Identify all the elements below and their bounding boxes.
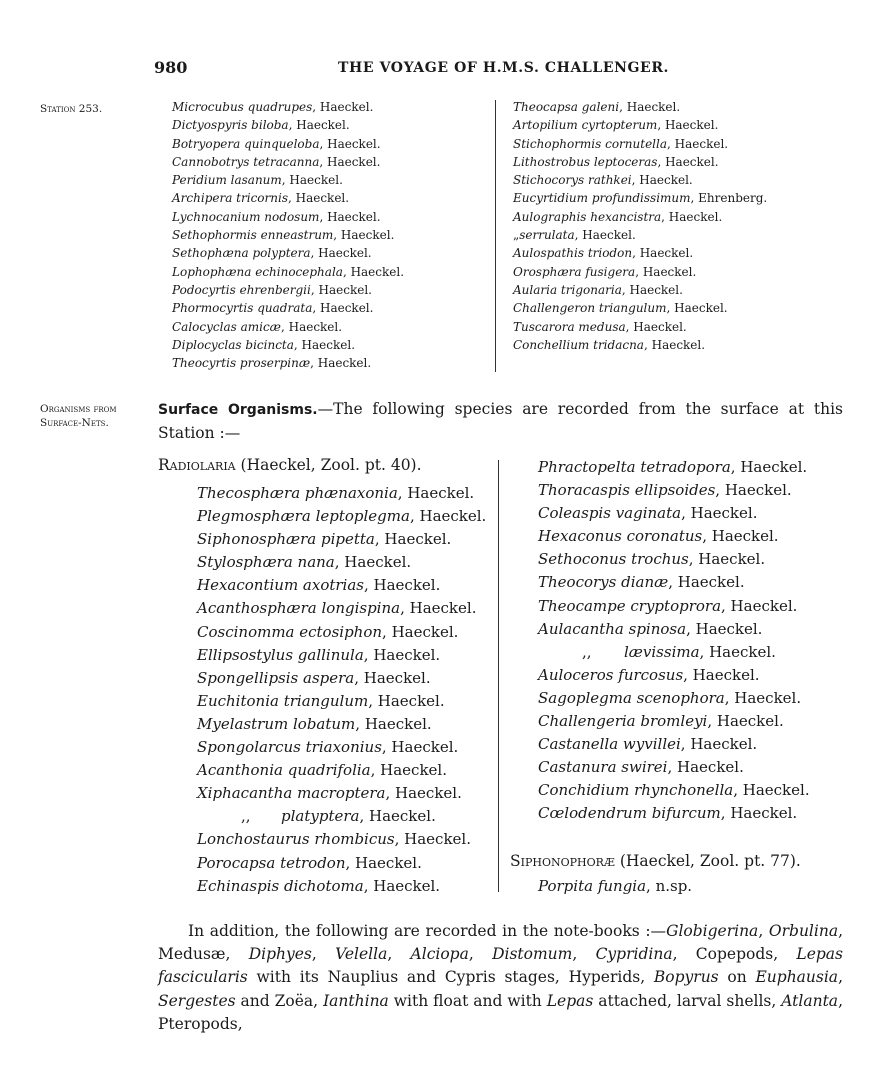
species-entry (197, 736, 486, 759)
italic-term: Distomum (492, 945, 573, 964)
species-authority: , Haeckel. (661, 209, 723, 224)
species-authority: , Haeckel. (333, 228, 395, 243)
species-authority: , Haeckel. (310, 356, 372, 371)
species-entry (538, 779, 810, 802)
species-authority: , Haeckel. (334, 553, 412, 572)
species-authority: , Haeckel. (721, 596, 798, 615)
radiolaria-list-right (538, 456, 810, 826)
species-entry (197, 597, 486, 620)
species-name: Auloceros furcosus (538, 665, 684, 684)
species-authority: , n.sp. (646, 877, 693, 895)
italic-term: Sergestes (158, 991, 236, 1010)
species-name: Conchidium rhynchonella (538, 781, 734, 800)
text-run: with its Nauplius and Cypris stages, Hyperids, (247, 968, 654, 987)
species-entry (513, 318, 767, 336)
species-entry (172, 171, 404, 189)
species-entry (172, 281, 404, 299)
italic-term: Cypridina (595, 945, 673, 964)
ditto-mark: ,, (241, 807, 251, 826)
species-name: Thecosphæra phænaxonia (197, 484, 398, 502)
species-name: Challengeria bromleyi (538, 712, 708, 731)
species-name: Sethophormis enneastrum (172, 228, 334, 243)
text-run: on (718, 968, 756, 987)
species-name: Botryopera quinqueloba (172, 136, 320, 151)
species-entry (513, 171, 767, 189)
species-authority: , Haeckel. (666, 301, 728, 316)
species-authority: , Haeckel. (288, 118, 350, 133)
surface-intro-text: —The following species are recorded from the surface at this Station :— (158, 400, 843, 442)
species-name: Plegmosphæra leptoplegma (197, 507, 410, 526)
species-entry (513, 244, 767, 262)
species-authority: , Haeckel. (342, 264, 405, 279)
species-authority: , Haeckel. (621, 282, 683, 297)
species-authority: , Haeckel. (702, 527, 779, 546)
species-name: Archipera tricornis (172, 191, 288, 206)
species-authority: , Haeckel. (370, 761, 447, 780)
species-name: Thoracaspis ellipsoides (538, 481, 716, 500)
species-entry (538, 571, 810, 594)
species-name: Calocyclas amicæ (172, 319, 281, 334)
species-authority: , Haeckel. (632, 246, 694, 261)
text-run: , Pteropods, (158, 991, 843, 1033)
text-run: and Zoëa, (235, 991, 324, 1010)
siphonophorae-label: Siphonophoræ (510, 852, 615, 870)
species-name: Myelastrum lobatum (197, 714, 356, 733)
siphonophorae-heading (510, 852, 801, 870)
species-entry (538, 802, 810, 825)
text-run: , (311, 945, 336, 964)
species-authority: , Haeckel. (688, 550, 766, 569)
species-authority: , Haeckel. (686, 619, 763, 638)
species-entry (197, 667, 486, 690)
text-run: , (468, 945, 493, 964)
side-label-line: Surface-Nets. (40, 417, 109, 429)
species-entry (197, 690, 486, 713)
species-name: Spongolarcus triaxonius (197, 738, 382, 757)
text-run: , (758, 922, 769, 940)
species-entry (197, 528, 486, 551)
species-authority: , Haeckel. (707, 712, 784, 731)
surface-intro (158, 398, 843, 445)
species-entry (538, 664, 810, 687)
species-authority: , Haeckel. (635, 264, 697, 279)
page-number: 980 (154, 58, 188, 77)
species-entry (513, 263, 767, 281)
species-name: Aulacantha spinosa (538, 619, 687, 638)
species-authority: , Haeckel. (715, 481, 792, 500)
species-name: Siphonosphæra pipetta (197, 530, 375, 549)
species-name: Castanura swirei (538, 758, 668, 777)
species-name: Dictyospyris biloba (172, 118, 289, 133)
species-entry (197, 759, 486, 782)
species-name: Hexacontium axotrias (197, 576, 364, 595)
species-entry (172, 135, 404, 153)
surface-side-label (40, 402, 117, 430)
species-name: Eucyrtidium profundissimum (513, 191, 691, 206)
species-name: Theocorys dianæ (538, 573, 669, 592)
species-entry (513, 208, 767, 226)
species-name: Hexaconus coronatus (538, 527, 703, 546)
species-name: Artopilium cyrtopterum (513, 118, 658, 133)
species-authority: , Haeckel. (409, 507, 487, 526)
species-authority: , Haeckel. (368, 691, 445, 710)
species-authority: , Haeckel. (363, 645, 441, 664)
species-entry (172, 153, 404, 171)
radiolaria-heading (158, 456, 422, 474)
species-authority: , Haeckel. (312, 301, 374, 316)
italic-term: Orbulina (768, 922, 839, 940)
species-entry (172, 98, 404, 116)
species-authority: , Haeckel. (681, 504, 758, 523)
species-authority: , Haeckel. (363, 876, 441, 895)
species-name: Sagoplegma scenophora (538, 688, 725, 707)
text-run: with float and with (388, 991, 547, 1010)
text-run: attached, larval shells, (593, 991, 782, 1010)
species-name: Porpita fungia (538, 877, 647, 895)
species-entry (197, 551, 486, 574)
species-entry (197, 805, 486, 828)
species-authority: , Haeckel. (619, 100, 681, 114)
species-name: Acanthonia quadrifolia (197, 761, 371, 780)
species-entry (538, 756, 810, 779)
species-entry (538, 595, 810, 618)
species-name: Conchellium tridacna (513, 337, 644, 352)
species-entry (197, 782, 486, 805)
species-entry (172, 318, 404, 336)
species-name: Phractopelta tetradopora (538, 458, 731, 476)
species-entry (197, 875, 486, 898)
species-entry (538, 502, 810, 525)
species-name: Lonchostaurus rhombicus (197, 830, 395, 849)
species-name: Tuscarora medusa (513, 319, 626, 334)
species-authority: , Haeckel. (668, 573, 745, 592)
species-name: Peridium lasanum (172, 173, 282, 188)
species-authority: , Haeckel. (394, 830, 471, 849)
species-entry (538, 479, 810, 502)
surface-title: Surface Organisms. (158, 402, 318, 418)
species-name: Stylosphæra nana (197, 553, 335, 572)
species-entry (197, 828, 486, 851)
species-authority: , Haeckel. (574, 228, 636, 243)
species-entry (538, 525, 810, 548)
species-entry (513, 189, 767, 207)
species-entry (172, 244, 404, 262)
species-authority: , Haeckel. (345, 853, 422, 872)
species-entry (172, 336, 404, 354)
species-name: Lophophæna echinocephala (172, 264, 343, 279)
species-authority: , Haeckel. (287, 191, 350, 206)
species-authority: , Haeckel. (359, 807, 436, 826)
radiolaria-ref: (Haeckel, Zool. pt. 40). (235, 456, 422, 474)
species-authority: , Haeckel. (667, 136, 729, 151)
species-entry (538, 877, 692, 895)
species-entry (538, 548, 810, 571)
species-entry (172, 354, 404, 372)
species-entry (197, 621, 486, 644)
species-name: Stichocorys rathkei (513, 173, 632, 188)
species-authority: , Haeckel. (683, 665, 760, 684)
species-name: Ellipsostylus gallinula (197, 645, 364, 664)
species-authority: , Haeckel. (319, 136, 381, 151)
species-entry (513, 135, 767, 153)
species-authority: , Haeckel. (397, 484, 475, 502)
species-name: Theocampe cryptoprora (538, 596, 722, 615)
column-divider (498, 460, 499, 892)
species-name: Sethophæna polyptera (172, 246, 311, 261)
ditto-mark: „ (513, 228, 520, 243)
species-authority: , Haeckel. (724, 688, 802, 707)
station-species-left (172, 98, 404, 372)
text-run: , (838, 968, 843, 987)
species-name: Challengeron triangulum (513, 301, 667, 316)
species-entry (197, 713, 486, 736)
species-name: Castanella wyvillei (538, 735, 681, 754)
species-name: Phormocyrtis quadrata (172, 301, 313, 316)
species-authority: , Haeckel. (310, 282, 372, 297)
species-authority: , Haeckel. (355, 714, 432, 733)
species-name: platyptera (281, 807, 360, 826)
species-name: Sethoconus trochus (538, 550, 689, 569)
species-authority: , Haeckel. (733, 781, 810, 800)
italic-term: Bopyrus (653, 968, 719, 987)
italic-term: Diphyes (248, 945, 312, 964)
species-entry (197, 482, 486, 505)
column-divider (495, 100, 496, 372)
species-authority: , Haeckel. (720, 804, 798, 823)
species-authority: , Haeckel. (374, 530, 452, 549)
species-name: Echinaspis dichotoma (197, 876, 364, 895)
text-run: , (572, 945, 596, 964)
species-authority: , Haeckel. (354, 668, 431, 687)
species-name: Cœlodendrum bifurcum (538, 804, 721, 823)
notebook-paragraph (158, 920, 843, 1036)
radiolaria-label: Radiolaria (158, 456, 236, 474)
station-label: Station 253. (40, 103, 103, 115)
species-authority: , Haeckel. (385, 784, 462, 803)
species-entry (513, 116, 767, 134)
species-entry (197, 574, 486, 597)
species-name: serrulata (519, 228, 575, 243)
side-label-line: Organisms from (40, 403, 117, 415)
species-authority: , Haeckel. (400, 599, 477, 618)
text-run: , Medusæ, (158, 922, 844, 964)
species-entry (172, 189, 404, 207)
species-authority: , Haeckel. (381, 738, 459, 757)
species-entry (172, 116, 404, 134)
species-name: Microcubus quadrupes (172, 100, 313, 114)
species-entry (513, 336, 767, 354)
siphonophorae-ref: (Haeckel, Zool. pt. 77). (614, 852, 801, 870)
species-name: Coscinomma ectosiphon (197, 622, 383, 641)
species-name: Lithostrobus leptoceras (513, 154, 658, 169)
italic-term: Alciopa (410, 945, 469, 964)
species-entry (513, 98, 767, 116)
species-authority: , Haeckel. (657, 154, 719, 169)
italic-term: Velella (335, 945, 388, 964)
species-name: Podocyrtis ehrenbergii (172, 282, 311, 297)
species-authority: , Haeckel. (680, 735, 758, 754)
species-authority: , Haeckel. (667, 758, 744, 777)
text-run: , Copepods, (672, 945, 797, 964)
species-name: Stichophormis cornutella (513, 136, 668, 151)
italic-term: Lepas fascicularis (158, 945, 844, 987)
species-name: lævissima (624, 642, 700, 661)
species-authority: , Haeckel. (657, 118, 719, 133)
species-entry (513, 299, 767, 317)
text-run: In addition, the following are recorded in the note-books :— (188, 922, 667, 940)
species-entry (197, 505, 486, 528)
species-name: Euchitonia triangulum (197, 691, 369, 710)
species-entry (538, 641, 810, 664)
italic-term: Ianthina (323, 991, 389, 1010)
species-authority: , Haeckel. (319, 154, 381, 169)
italic-term: Lepas (546, 991, 594, 1010)
species-name: Porocapsa tetrodon (197, 853, 346, 872)
text-run: , (387, 945, 411, 964)
species-authority: , Haeckel. (280, 319, 343, 334)
species-authority: , Haeckel. (730, 458, 808, 476)
species-entry (197, 852, 486, 875)
italic-term: Euphausia (755, 968, 839, 987)
station-species-right (513, 98, 767, 354)
species-name: Coleaspis vaginata (538, 504, 682, 523)
species-entry (538, 733, 810, 756)
species-name: Orosphæra fusigera (513, 264, 636, 279)
species-entry (172, 263, 404, 281)
species-name: Aulospathis triodon (513, 246, 633, 261)
species-authority: , Haeckel. (382, 622, 459, 641)
species-authority: , Haeckel. (319, 209, 381, 224)
species-entry (538, 687, 810, 710)
species-entry (172, 208, 404, 226)
species-name: Cannobotrys tetracanna (172, 154, 320, 169)
species-name: Aularia trigonaria (513, 282, 622, 297)
species-authority: , Haeckel. (312, 100, 374, 114)
species-entry (513, 226, 767, 244)
italic-term: Atlanta (781, 991, 839, 1010)
species-name: Theocyrtis proserpinæ (172, 356, 311, 371)
ditto-mark: ,, (582, 642, 592, 661)
species-authority: , Haeckel. (364, 576, 441, 595)
species-entry (172, 299, 404, 317)
species-entry (538, 618, 810, 641)
species-name: Acanthosphæra longispina (197, 599, 401, 618)
species-name: Diplocyclas bicincta (172, 337, 294, 352)
species-authority: , Haeckel. (631, 173, 693, 188)
running-head: THE VOYAGE OF H.M.S. CHALLENGER. (338, 60, 670, 76)
species-authority: , Haeckel. (293, 337, 356, 352)
species-name: Aulographis hexancistra (513, 209, 662, 224)
species-entry (172, 226, 404, 244)
species-authority: , Haeckel. (643, 337, 706, 352)
species-authority: , Haeckel. (699, 642, 776, 661)
species-authority: , Haeckel. (281, 173, 343, 188)
species-name: Xiphacantha macroptera (197, 784, 386, 803)
species-entry (197, 644, 486, 667)
italic-term: Globigerina (666, 922, 759, 940)
species-authority: , Haeckel. (310, 246, 372, 261)
radiolaria-list-left (197, 482, 486, 898)
species-authority: , Ehrenberg. (690, 191, 768, 206)
species-entry (513, 281, 767, 299)
species-entry (538, 456, 810, 479)
species-name: Lychnocanium nodosum (172, 209, 320, 224)
species-entry (538, 710, 810, 733)
species-name: Spongellipsis aspera (197, 668, 355, 687)
species-authority: , Haeckel. (625, 319, 687, 334)
species-name: Theocapsa galeni (513, 100, 620, 114)
species-entry (513, 153, 767, 171)
